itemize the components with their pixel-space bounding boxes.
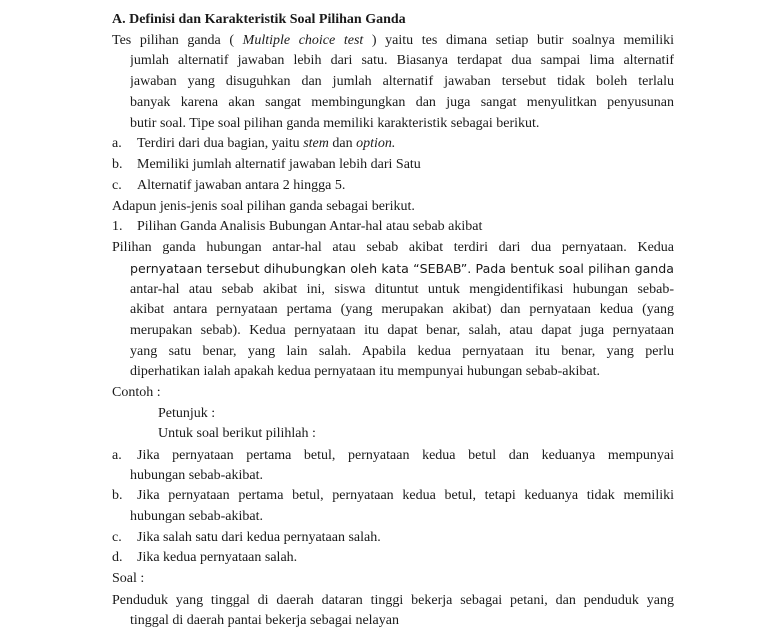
question-label: Soal : [112, 571, 145, 586]
para2-line7: diperhatikan ialah apakah kedua pernyataan itu mempunyai hubungan sebab-akibat. [130, 364, 600, 379]
option-a-line2: hubungan sebab-akibat. [130, 468, 263, 483]
para2-line4: akibat antara pernyataan pertama (yang merupakan akibat) dan pernyataan kedua (yang [130, 302, 674, 317]
para2-line1: Pilihan ganda hubungan antar-hal atau sebab akibat terdiri dari dua pernyataan. Kedua [112, 240, 674, 255]
char-c-marker: c. [112, 178, 122, 193]
petunjuk-label: Petunjuk : [158, 406, 216, 421]
para1-line1: Tes pilihan ganda ( Multiple choice test ) yaitu tes dimana setiap butir soalnya memiliki [112, 33, 674, 48]
type1-title: Pilihan Ganda Analisis Bubungan Antar-hal atau sebab akibat [137, 219, 483, 234]
para2-line6: yang satu benar, yang lain salah. Apabila kedua pernyataan itu benar, yang perlu [130, 344, 674, 359]
char-a-marker: a. [112, 136, 122, 151]
para1-line4: banyak karena akan sangat membingungkan dan juga sangat menyulitkan penyusunan [130, 95, 674, 110]
para1-line5: butir soal. Tipe soal pilihan ganda memiliki karakteristik sebagai berikut. [130, 116, 540, 131]
char-b-marker: b. [112, 157, 123, 172]
option-a-line1: Jika pernyataan pertama betul, pernyataan kedua betul dan keduanya mempunyai [137, 448, 674, 463]
char-a-text: Terdiri dari dua bagian, yaitu stem dan option. [137, 136, 396, 151]
question-line2: tinggal di daerah pantai bekerja sebagai nelayan [130, 613, 399, 628]
option-b-line1: Jika pernyataan pertama betul, pernyataan kedua betul, tetapi keduanya tidak memiliki [137, 488, 674, 503]
option-b-line2: hubungan sebab-akibat. [130, 509, 263, 524]
option-d-marker: d. [112, 550, 123, 565]
instruction-text: Untuk soal berikut pilihlah : [158, 426, 316, 441]
option-c-marker: c. [112, 530, 122, 545]
option-d-text: Jika kedua pernyataan salah. [137, 550, 298, 565]
para1-line2: jumlah alternatif jawaban lebih dari satu. Biasanya terdapat dua sampai lima alternatif [130, 53, 674, 68]
option-c-text: Jika salah satu dari kedua pernyataan salah. [137, 530, 381, 545]
example-label: Contoh : [112, 385, 161, 400]
para1-line3: jawaban yang disuguhkan dan jumlah alternatif jawaban tersebut tidak boleh terlalu [130, 74, 674, 89]
question-line1: Penduduk yang tinggal di daerah dataran tinggi bekerja sebagai petani, dan penduduk yang [112, 593, 674, 608]
option-a-marker: a. [112, 448, 122, 463]
section-heading: A. Definisi dan Karakteristik Soal Pilihan Ganda [112, 12, 406, 27]
para2-line5: merupakan sebab). Kedua pernyataan itu dapat benar, salah, atau dapat juga pernyataan [130, 323, 674, 338]
types-intro: Adapun jenis-jenis soal pilihan ganda sebagai berikut. [112, 199, 415, 214]
para2-line3: antar-hal atau sebab akibat ini, siswa dituntut untuk mengidentifikasi hubungan sebab- [130, 282, 674, 297]
char-b-text: Memiliki jumlah alternatif jawaban lebih dari Satu [137, 157, 421, 172]
para2-line2: pernyataan tersebut dihubungkan oleh kata “SEBAB”. Pada bentuk soal pilihan ganda [130, 261, 674, 276]
type1-marker: 1. [112, 219, 123, 234]
option-b-marker: b. [112, 488, 123, 503]
char-c-text: Alternatif jawaban antara 2 hingga 5. [137, 178, 346, 193]
